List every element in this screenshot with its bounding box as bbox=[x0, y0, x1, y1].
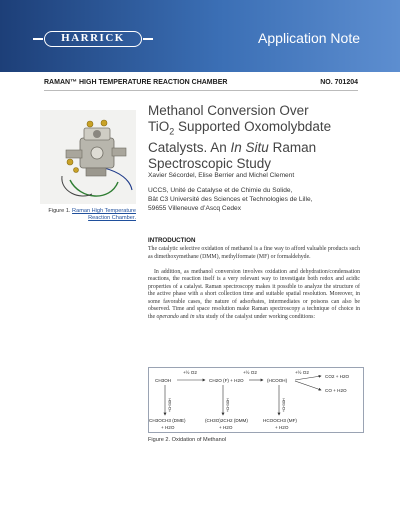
methanol-oxidation-diagram bbox=[148, 367, 364, 433]
affiliation bbox=[148, 186, 364, 213]
application-note-label: Application Note bbox=[258, 30, 360, 46]
harrick-logo bbox=[44, 31, 142, 47]
paragraph2-operando: operando bbox=[156, 313, 179, 320]
species-co2: CO2 + H2O bbox=[325, 374, 350, 379]
authors: Xavier Sécordel, Elise Berrier and Michel Clement bbox=[148, 172, 295, 179]
figure1-caption-prefix: Figure 1. bbox=[48, 208, 71, 214]
title-line-4: Spectroscopic Study bbox=[148, 155, 272, 171]
paragraph2-in-situ: in situ bbox=[190, 313, 205, 320]
side-label-1: +CH3OH bbox=[168, 398, 172, 412]
arrow-formic-to-co2 bbox=[295, 376, 321, 380]
subheader-bar bbox=[44, 76, 358, 91]
product-dmm: (CH3O)2CH2 (DMM) bbox=[205, 418, 248, 423]
logo-text: HARRICK bbox=[61, 32, 125, 44]
title-line-1: Methanol Conversion Over bbox=[148, 103, 309, 118]
oxidant-label-2: +½ O2 bbox=[243, 370, 257, 375]
oxidant-label-3: +½ O2 bbox=[295, 370, 309, 375]
title-line-2-rest: Supported Oxomolybdate bbox=[174, 119, 332, 134]
product-line-title: RAMAN™ HIGH TEMPERATURE REACTION CHAMBER bbox=[44, 79, 228, 86]
reaction-chamber-illustration bbox=[40, 110, 136, 204]
oxidation-scheme bbox=[149, 368, 363, 432]
species-formaldehyde: CH2O (F) + H2O bbox=[209, 378, 244, 383]
intro-paragraph-1: The catalytic selective oxidation of methanol is a fine way to afford valuable products such as dimethoxymethane (DMM), methylformate (MF) or formaldehyde. bbox=[148, 246, 360, 260]
note-number: NO. 701204 bbox=[320, 79, 358, 86]
affiliation-line-2: Bât C3 Université des Sciences et Technologies de Lille, bbox=[148, 196, 313, 203]
header-banner bbox=[0, 0, 400, 72]
byproduct-water-3: + H2O bbox=[275, 425, 289, 430]
reaction-chamber-photo bbox=[40, 110, 136, 204]
side-label-2: +CH3OH bbox=[226, 398, 230, 412]
arrow-formic-to-co bbox=[295, 381, 321, 390]
side-label-3: +CH3OH bbox=[282, 398, 286, 412]
species-co: CO + H2O bbox=[325, 388, 347, 393]
title-tio: TiO bbox=[148, 119, 170, 134]
intro-body bbox=[148, 246, 360, 337]
species-methanol: CH3OH bbox=[155, 378, 172, 383]
affiliation-line-1: UCCS, Unité de Catalyse et de Chimie du Solide, bbox=[148, 187, 293, 194]
species-formic-acid: (HCOOH) bbox=[267, 378, 288, 383]
figure2-caption: Figure 2. Oxidation of Methanol bbox=[148, 437, 227, 443]
product-mf: HCOOCH3 (MF) bbox=[263, 418, 297, 423]
paragraph2-start: In addition, as methanol conversion involves oxidation and dehydration/condensation reactions, the reaction itself is a very relevant way to investigate both redox and acidic properties of a catalyst. Raman spectroscopy makes it possible to analyze the structure of the active phase with a short collection time and suitable spatial resolution. Moreover, in some favorable cases, the nature of adsorbates, intermediates or poisons can also be observed. Time and space resolution make Raman spectroscopy a technique of choice in the bbox=[148, 268, 360, 320]
title-line-3-end: Raman bbox=[268, 139, 317, 155]
paragraph2-end: study of the catalyst under working conditions: bbox=[204, 313, 315, 320]
oxidant-label-1: +½ O2 bbox=[183, 370, 197, 375]
byproduct-water-2: + H2O bbox=[219, 425, 233, 430]
byproduct-water-1: + H2O bbox=[161, 425, 175, 430]
intro-heading: INTRODUCTION bbox=[148, 237, 196, 244]
affiliation-line-3: 59655 Villeneuve d’Ascq Cedex bbox=[148, 205, 241, 212]
intro-paragraph-2 bbox=[148, 269, 360, 337]
product-dme: CH3OCH3 (DME) bbox=[149, 418, 186, 423]
article-title bbox=[148, 103, 364, 172]
paragraph2-and: and bbox=[178, 313, 191, 320]
figure1-caption-link[interactable]: Raman High Temperature Reaction Chamber. bbox=[72, 208, 136, 221]
title-line-3-start: Catalysts. An bbox=[148, 139, 231, 155]
title-subscript-2: 2 bbox=[169, 126, 175, 137]
figure1-caption bbox=[30, 208, 136, 222]
title-in-situ: In Situ bbox=[230, 139, 269, 155]
